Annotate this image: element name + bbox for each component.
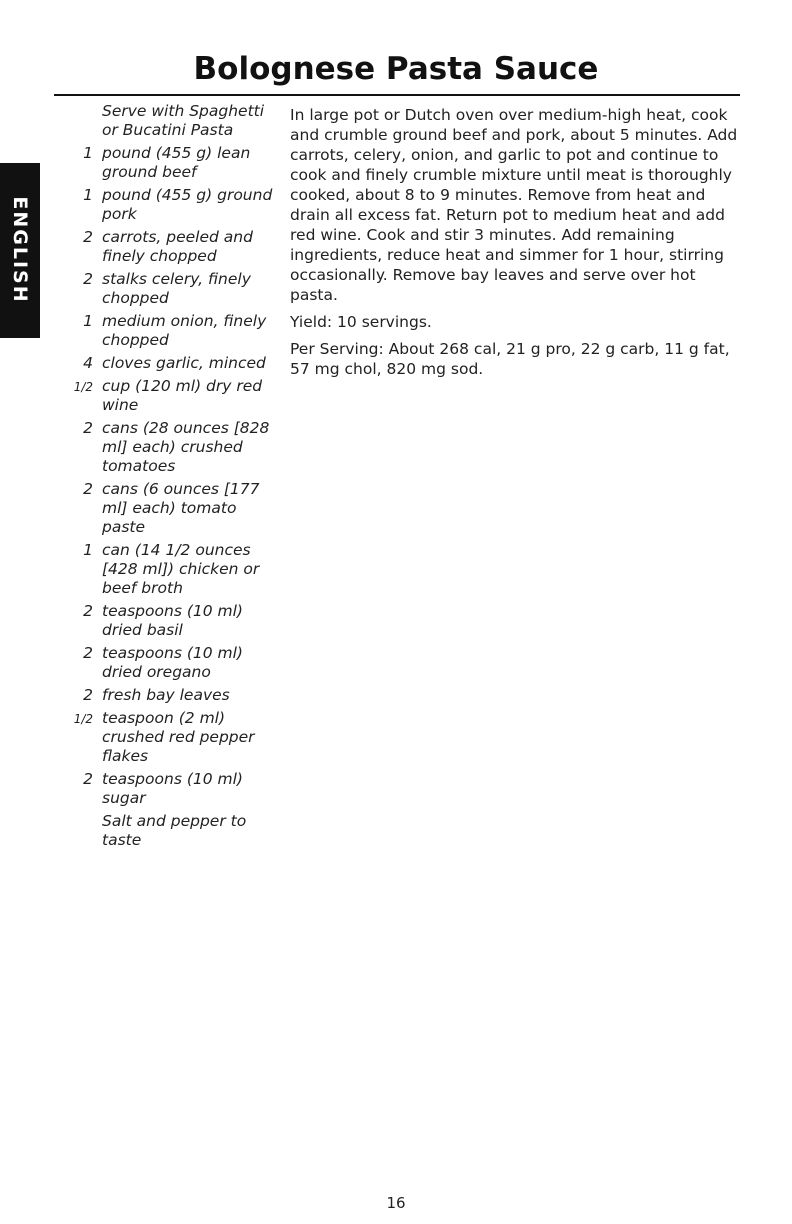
ingredient-text: carrots, peeled and finely chopped <box>102 228 253 265</box>
ingredient-text: pound (455 g) lean ground beef <box>102 144 251 181</box>
page-number: 16 <box>386 1194 406 1212</box>
ingredient-quantity: 4 <box>83 354 93 372</box>
ingredient-item <box>60 770 275 808</box>
ingredient-text: stalks celery, finely chopped <box>102 270 251 307</box>
ingredient-text: cans (28 ounces [828 ml] each) crushed tomatoes <box>102 419 270 475</box>
ingredient-item <box>60 686 275 705</box>
language-tab-label: ENGLISH <box>9 196 31 304</box>
ingredient-item <box>60 186 275 224</box>
ingredient-item <box>60 541 275 598</box>
ingredient-item <box>60 228 275 266</box>
ingredient-quantity: 2 <box>83 419 93 437</box>
ingredient-item <box>60 419 275 476</box>
ingredient-quantity: 2 <box>83 770 93 788</box>
ingredient-quantity: 2 <box>83 644 93 662</box>
ingredient-text: Salt and pepper to taste <box>102 812 247 849</box>
ingredient-item <box>60 270 275 308</box>
ingredient-text: teaspoon (2 ml) crushed red pepper flakes <box>102 709 255 765</box>
ingredient-quantity: 1/2 <box>73 712 93 726</box>
ingredient-text: fresh bay leaves <box>102 686 230 704</box>
ingredient-quantity: 2 <box>83 270 93 288</box>
ingredient-text: teaspoons (10 ml) sugar <box>102 770 243 807</box>
ingredient-text: medium onion, finely chopped <box>102 312 267 349</box>
nutrition-info: Per Serving: About 268 cal, 21 g pro, 22 g carb, 11 g fat, 57 mg chol, 820 mg sod. <box>290 340 730 378</box>
ingredient-item <box>60 709 275 766</box>
ingredient-item <box>60 102 275 140</box>
ingredient-text: teaspoons (10 ml) dried oregano <box>102 644 243 681</box>
ingredient-item <box>60 354 275 373</box>
method-instructions: In large pot or Dutch oven over medium-high heat, cook and crumble ground beef and pork, about 5 minutes. Add carrots, celery, onion, and garlic to pot and continue to cook and finely crumble mixture until meat is thoroughly cooked, about 8 to 9 minutes. Remove from heat and drain all excess fat. Return pot to medium heat and add red wine. Cook and stir 3 minutes. Add remaining ingredients, reduce heat and simmer for 1 hour, stirring occasionally. Remove bay leaves and serve over hot pasta. <box>290 106 738 304</box>
ingredient-quantity: 1 <box>83 312 93 330</box>
ingredient-quantity: 2 <box>83 228 93 246</box>
ingredient-text: cloves garlic, minced <box>102 354 266 372</box>
ingredient-quantity: 1/2 <box>73 380 93 394</box>
ingredient-item <box>60 312 275 350</box>
ingredient-quantity: 1 <box>83 144 93 162</box>
ingredient-item <box>60 480 275 537</box>
recipe-method <box>290 105 740 386</box>
ingredient-quantity: 2 <box>83 686 93 704</box>
ingredient-text: cup (120 ml) dry red wine <box>102 377 263 414</box>
ingredient-item <box>60 644 275 682</box>
page-title: Bolognese Pasta Sauce <box>193 51 599 87</box>
ingredient-item <box>60 144 275 182</box>
ingredient-quantity: 1 <box>83 541 93 559</box>
title-divider <box>54 94 740 96</box>
ingredient-text: Serve with Spaghetti or Bucatini Pasta <box>102 102 265 139</box>
ingredient-text: can (14 1/2 ounces [428 ml]) chicken or beef broth <box>102 541 260 597</box>
ingredient-quantity: 1 <box>83 186 93 204</box>
ingredient-list <box>60 102 275 854</box>
ingredient-quantity: 2 <box>83 480 93 498</box>
ingredient-item <box>60 602 275 640</box>
ingredient-item <box>60 812 275 850</box>
ingredient-text: pound (455 g) ground pork <box>102 186 273 223</box>
ingredient-item <box>60 377 275 415</box>
ingredient-text: teaspoons (10 ml) dried basil <box>102 602 243 639</box>
recipe-yield: Yield: 10 servings. <box>290 313 432 331</box>
ingredient-text: cans (6 ounces [177 ml] each) tomato paste <box>102 480 260 536</box>
ingredient-quantity: 2 <box>83 602 93 620</box>
